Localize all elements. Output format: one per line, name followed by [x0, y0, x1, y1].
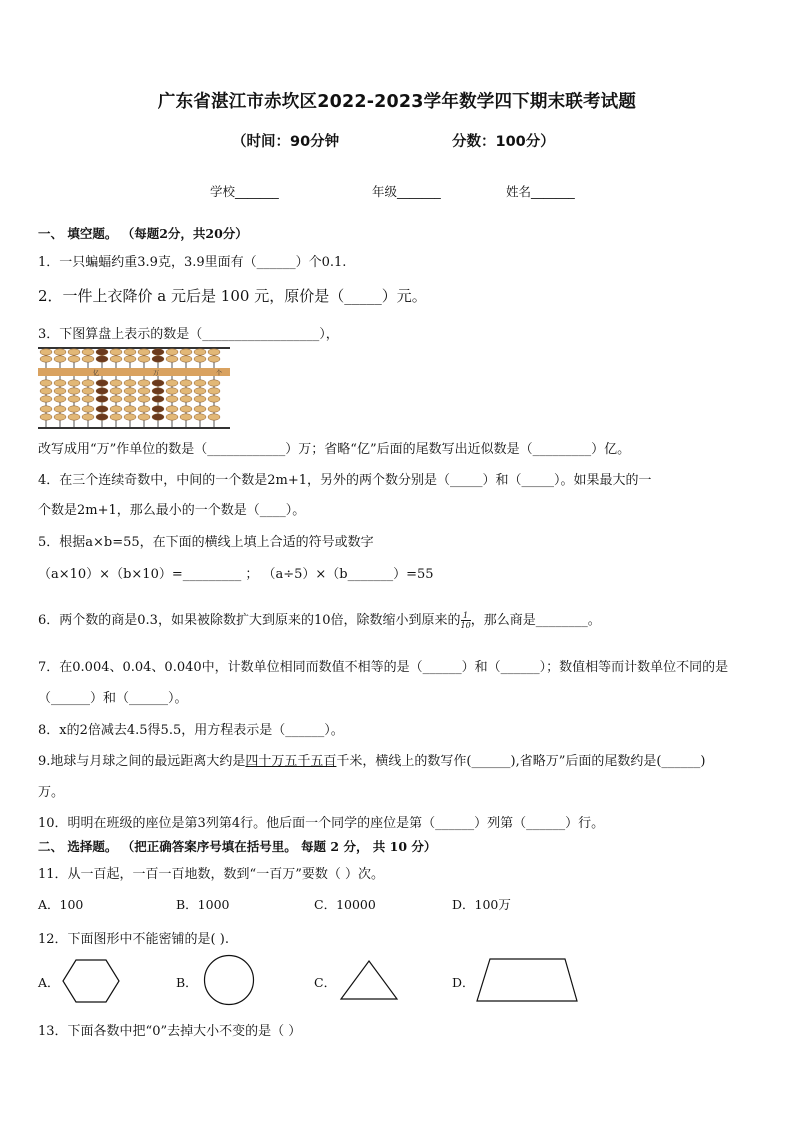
fraction-numerator: 1: [461, 611, 471, 621]
grade-field: 年级_______: [372, 184, 441, 199]
abacus-bead: [96, 388, 108, 394]
question-1: 1．一只蝙蝠约重3.9克，3.9里面有（______）个0.1.: [38, 255, 347, 270]
abacus-bead: [96, 356, 108, 362]
abacus-bead: [124, 380, 136, 386]
abacus-bead: [68, 388, 80, 394]
abacus-image: [38, 345, 230, 431]
abacus-bead: [208, 356, 220, 362]
abacus-bead: [40, 380, 52, 386]
question-5-line-1: 5．根据a×b=55，在下面的横线上填上合适的符号或数字: [38, 535, 374, 550]
abacus-bead: [138, 414, 150, 420]
circle-shape: [203, 954, 255, 1006]
fraction-one-tenth: [461, 611, 471, 630]
abacus-bead: [166, 396, 178, 402]
school-field: 学校_______: [210, 184, 279, 199]
abacus-bead: [180, 414, 192, 420]
question-9-line-1: [38, 750, 706, 769]
question-11: 11．从一百起，一百一百地数，数到“一百万”要数（ ）次。: [38, 867, 384, 882]
abacus-bead: [68, 356, 80, 362]
abacus-bead: [40, 388, 52, 394]
abacus-bead: [110, 380, 122, 386]
abacus-bead: [68, 396, 80, 402]
q12-option-b: B．: [176, 975, 198, 990]
abacus-label-wan: 万: [153, 370, 160, 377]
abacus-bead: [40, 396, 52, 402]
abacus-bead: [152, 349, 164, 355]
fraction-denominator: 10: [460, 621, 471, 630]
abacus-bead: [138, 380, 150, 386]
abacus-bead: [152, 380, 164, 386]
abacus-bead: [40, 349, 52, 355]
page-title: 广东省湛江市赤坎区2022-2023学年数学四下期末联考试题: [157, 92, 637, 112]
abacus-bead: [54, 349, 66, 355]
question-7-line-2: （______）和（______）。: [38, 691, 188, 706]
abacus-bead: [152, 388, 164, 394]
abacus-bead: [166, 414, 178, 420]
abacus-bead: [82, 349, 94, 355]
exam-time: （时间：90分钟: [232, 134, 340, 150]
question-4-line-2: 个数是2m+1，那么最小的一个数是（____）。: [38, 503, 306, 518]
abacus-bead: [208, 396, 220, 402]
abacus-bead: [194, 414, 206, 420]
abacus-bead: [138, 388, 150, 394]
abacus-bead: [124, 349, 136, 355]
abacus-bead: [166, 356, 178, 362]
abacus-bead: [96, 406, 108, 412]
abacus-bead: [166, 406, 178, 412]
abacus-bead: [96, 414, 108, 420]
abacus-bead: [208, 380, 220, 386]
question-6-text: 6．两个数的商是0.3，如果被除数扩大到原来的10倍，除数缩小到原来的: [38, 613, 461, 628]
abacus-bead: [82, 406, 94, 412]
q11-option-d: D．100万: [452, 897, 511, 912]
section-2-heading: 二、 选择题。 （把正确答案序号填在括号里。 每题 2 分， 共 10 分）: [38, 839, 437, 854]
question-8: 8．x的2倍减去4.5得5.5，用方程表示是（______）。: [38, 723, 344, 738]
abacus-bead: [194, 406, 206, 412]
q11-option-b: B．1000: [176, 897, 230, 912]
abacus-bead: [96, 380, 108, 386]
abacus-bead: [68, 414, 80, 420]
abacus-bead: [96, 349, 108, 355]
q12-option-d: D．: [452, 975, 475, 990]
q12-option-a: A．: [38, 975, 60, 990]
question-9-line-2: 万。: [38, 785, 65, 800]
abacus-bead: [208, 388, 220, 394]
abacus-bead: [54, 406, 66, 412]
abacus-bead: [82, 414, 94, 420]
abacus-bead: [152, 414, 164, 420]
abacus-bead: [40, 414, 52, 420]
abacus-bead: [166, 388, 178, 394]
abacus-bead: [152, 396, 164, 402]
abacus-bead: [180, 406, 192, 412]
abacus-bead: [68, 380, 80, 386]
abacus-bead: [180, 356, 192, 362]
abacus-bead: [166, 380, 178, 386]
abacus-bead: [82, 388, 94, 394]
abacus-bead: [180, 396, 192, 402]
abacus-bead: [208, 349, 220, 355]
abacus-bead: [180, 380, 192, 386]
abacus-bead: [124, 396, 136, 402]
abacus-bead: [152, 406, 164, 412]
abacus-bead: [194, 380, 206, 386]
abacus-bead: [194, 349, 206, 355]
abacus-bead: [54, 388, 66, 394]
abacus-bead: [54, 380, 66, 386]
abacus-bead: [208, 406, 220, 412]
question-3: 3．下图算盘上表示的数是（__________________），: [38, 327, 339, 342]
abacus-bead: [208, 414, 220, 420]
abacus-bead: [68, 349, 80, 355]
abacus-bead: [138, 396, 150, 402]
question-7-line-1: 7．在0.004、0.04、0.040中，计数单位相同而数值不相等的是（______）和（______）；数值相等而计数单位不同的是: [38, 660, 729, 675]
question-9-underlined: 四十万五千五百: [245, 754, 337, 769]
abacus-bead: [138, 356, 150, 362]
exam-score: 分数：100分）: [452, 134, 555, 150]
abacus-bead: [180, 388, 192, 394]
abacus-bead: [82, 380, 94, 386]
question-13: 13．下面各数中把“0”去掉大小不变的是（ ）: [38, 1024, 302, 1039]
abacus-bead: [110, 396, 122, 402]
question-9-start: 9.地球与月球之间的最远距离大约是: [38, 754, 246, 769]
q12-option-c: C．: [314, 975, 337, 990]
abacus-bead: [180, 349, 192, 355]
question-9-end: 千米，横线上的数写作(______),省略万”后面的尾数约是(______): [336, 754, 706, 769]
question-6-end: ，那么商是________。: [470, 613, 601, 628]
trapezoid-shape: [475, 957, 579, 1003]
abacus-bead: [96, 396, 108, 402]
question-5-line-2: （a×10）×（b×10）=_________ ； （a÷5）×（b_______）=55: [38, 567, 434, 582]
abacus-bead: [68, 406, 80, 412]
abacus-bead: [110, 388, 122, 394]
abacus-bead: [194, 396, 206, 402]
abacus-bead: [54, 414, 66, 420]
abacus-bead: [110, 406, 122, 412]
question-12: 12．下面图形中不能密铺的是( ).: [38, 932, 229, 947]
abacus-bead: [124, 414, 136, 420]
name-field: 姓名_______: [506, 184, 575, 199]
abacus-bead: [40, 356, 52, 362]
abacus-bead: [54, 396, 66, 402]
abacus-bead: [138, 406, 150, 412]
question-6: [38, 609, 601, 630]
question-2: 2．一件上衣降价 a 元后是 100 元，原价是（_____）元。: [38, 287, 427, 305]
abacus-bead: [194, 356, 206, 362]
abacus-label-yi: 亿: [93, 370, 100, 377]
question-3-continued: 改写成用“万”作单位的数是（____________）万；省略“亿”后面的尾数写出近似数是（_________）亿。: [38, 442, 631, 457]
abacus-bead: [152, 356, 164, 362]
abacus-bead: [166, 349, 178, 355]
abacus-bead: [124, 356, 136, 362]
q11-option-a: A．100: [38, 897, 84, 912]
question-10: 10．明明在班级的座位是第3列第4行。他后面一个同学的座位是第（______）列第（______）行。: [38, 816, 605, 831]
abacus-bead: [194, 388, 206, 394]
q11-option-c: C．10000: [314, 897, 376, 912]
abacus-label-ge: 个: [216, 370, 223, 377]
abacus-bead: [40, 406, 52, 412]
abacus-bead: [110, 414, 122, 420]
abacus-bead: [110, 349, 122, 355]
section-1-heading: 一、 填空题。 （每题2分，共20分）: [38, 226, 248, 241]
hexagon-shape: [62, 958, 120, 1004]
abacus-bead: [82, 356, 94, 362]
abacus-bead: [138, 349, 150, 355]
question-4-line-1: 4．在三个连续奇数中，中间的一个数是2m+1，另外的两个数分别是（_____）和（_____）。如果最大的一: [38, 473, 652, 488]
abacus-bead: [82, 396, 94, 402]
abacus-bead: [124, 406, 136, 412]
triangle-shape: [339, 959, 399, 1001]
abacus-bead: [110, 356, 122, 362]
abacus-bead: [124, 388, 136, 394]
abacus-bead: [54, 356, 66, 362]
